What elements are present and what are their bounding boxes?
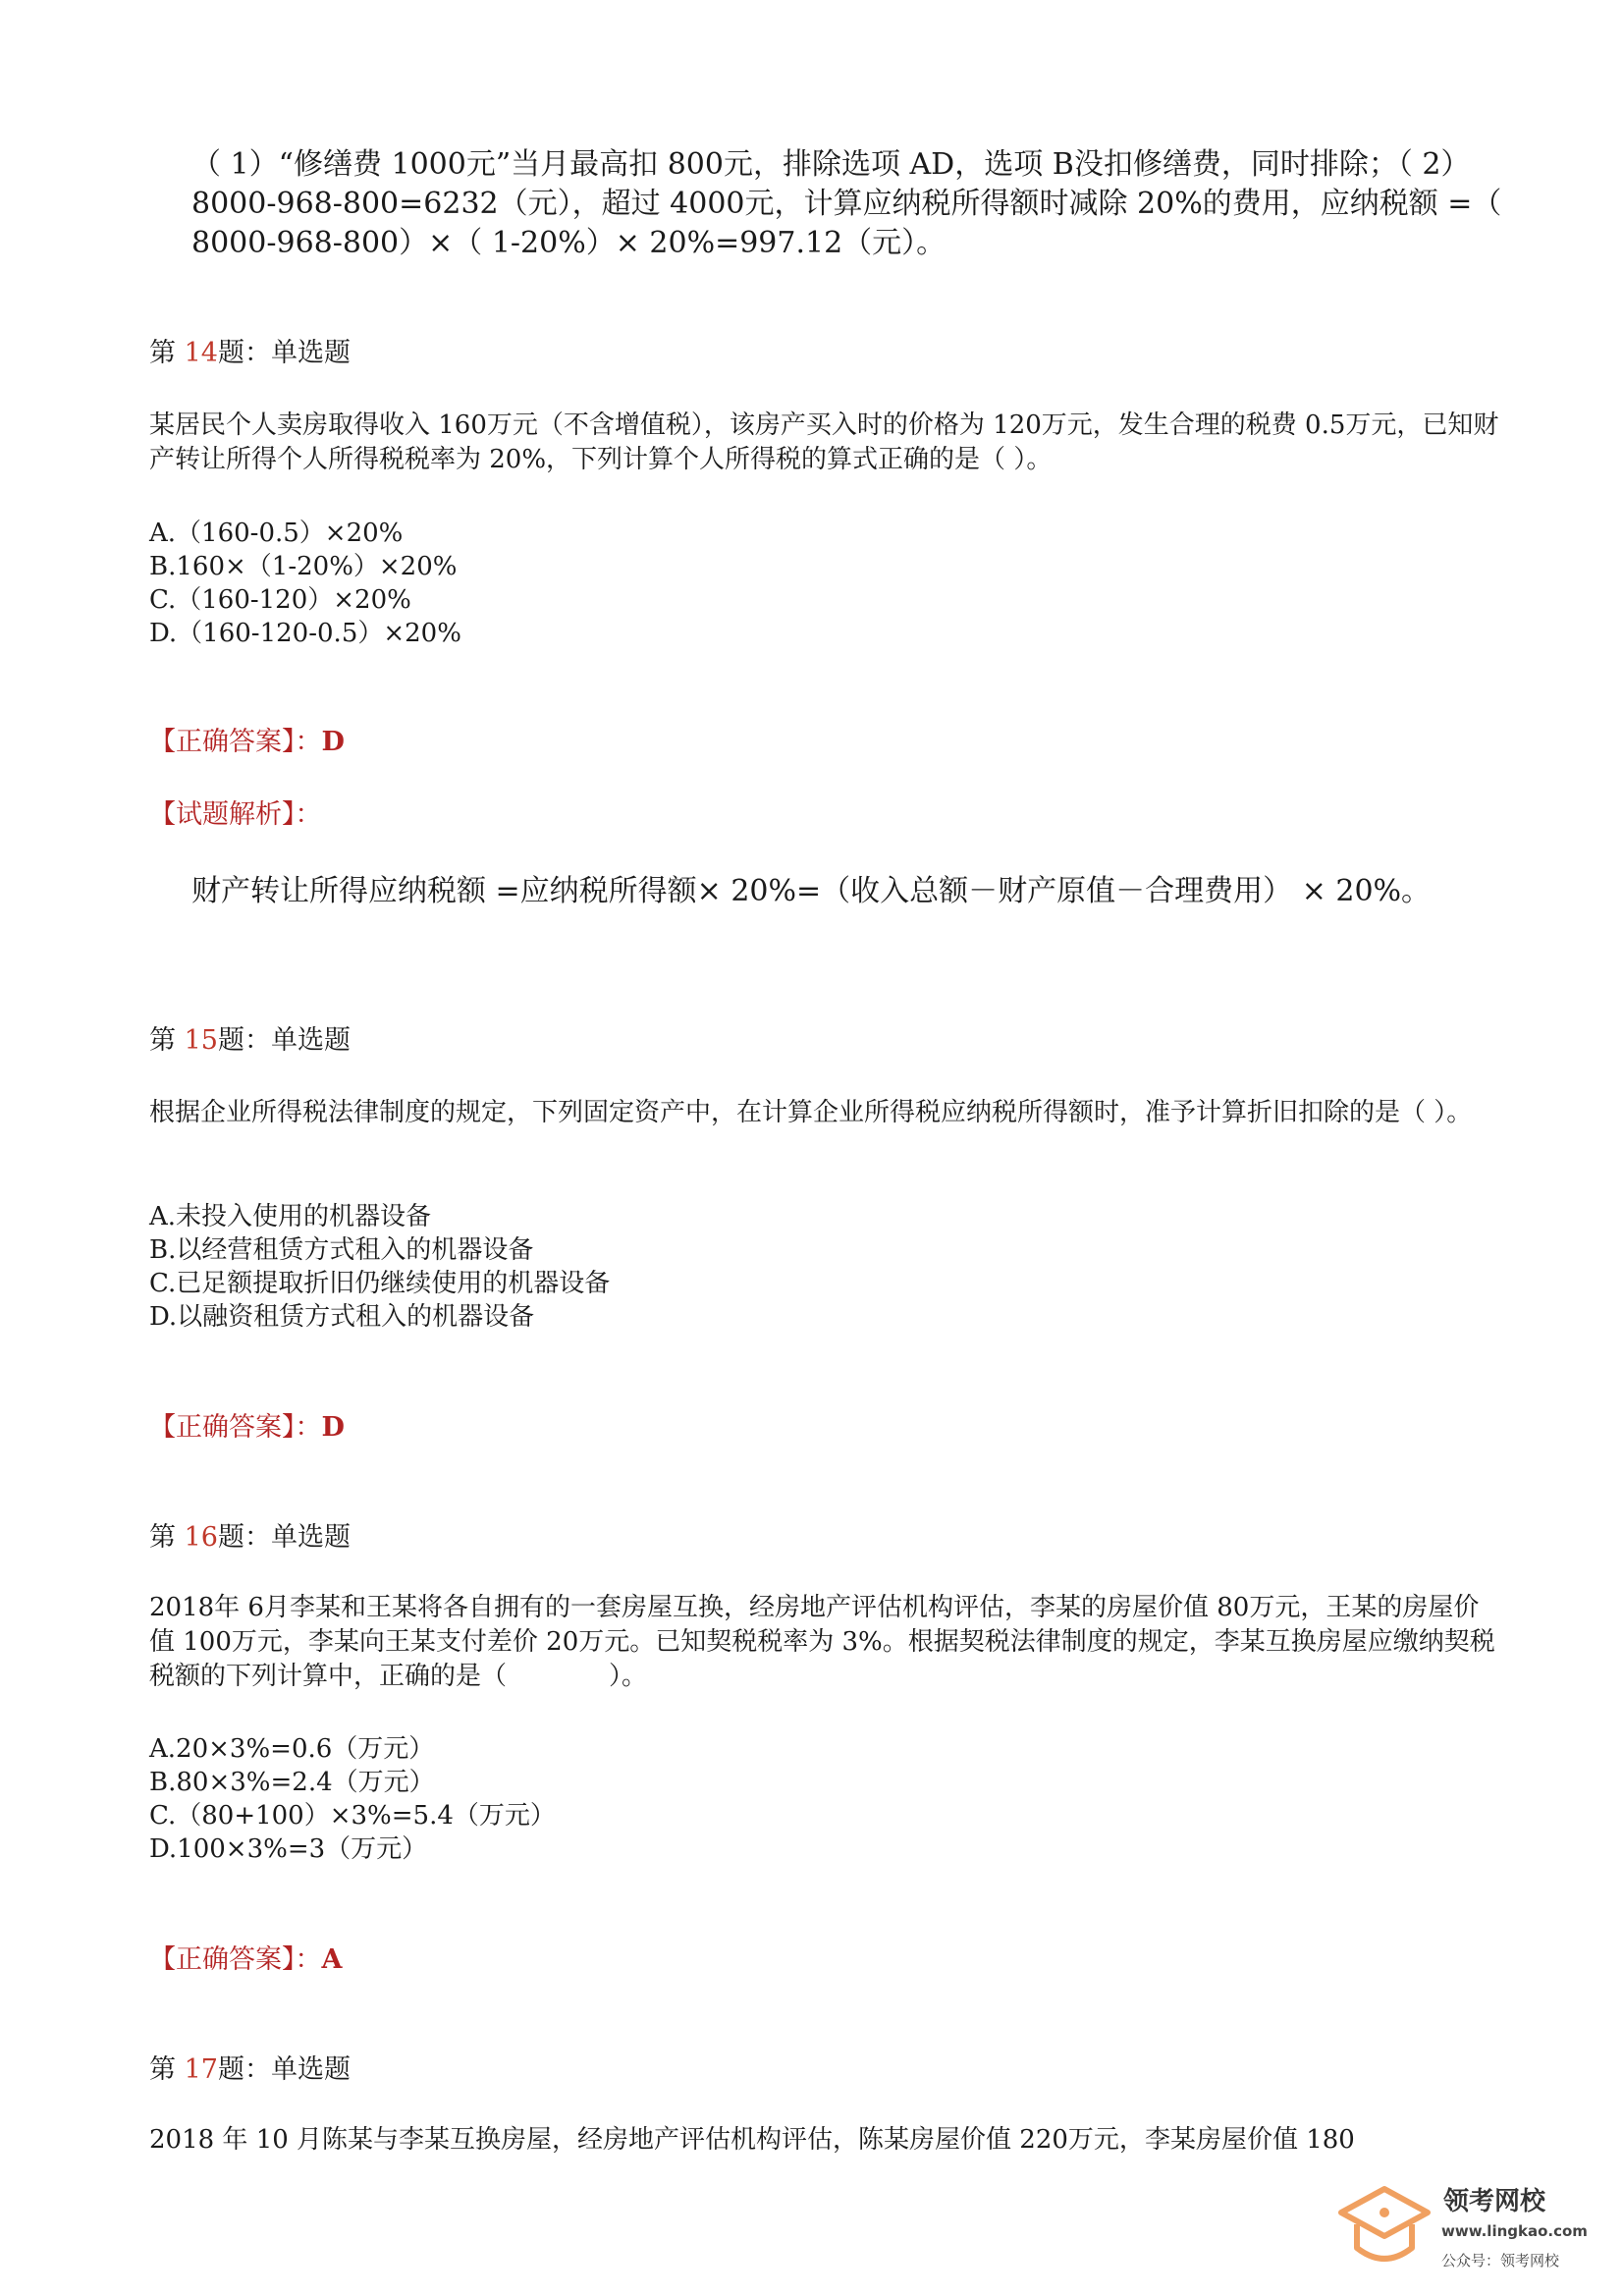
q16-option-d: D.100×3%=3（万元） [149,1834,428,1864]
q16-answer-label: 【正确答案】： [149,1944,322,1975]
q15-prefix: 第 [149,1025,176,1056]
q13-explanation: （ 1）“修缮费 1000元”当月最高扣 800元，排除选项 AD，选项 B没扣修缮费，同时排除；（ 2） 8000-968-800=6232（元），超过 4000元，计算应纳税所得额时减除 20%的费用，应纳税额 =（ 8000-968-800）×（ 1-20%）× 20%=997.12（元）。 [191,147,1502,260]
q15-option-b: B.以经营租赁方式租入的机器设备 [149,1235,534,1265]
q15-option-d: D.以融资租赁方式租入的机器设备 [149,1302,535,1332]
q15-options [149,1200,1504,1334]
q15-answer-label: 【正确答案】： [149,1412,322,1443]
q17-suffix: 题：单选题 [217,2054,351,2085]
q15-answer [149,1410,1504,1446]
q14-prefix: 第 [149,338,176,368]
logo-url: www.lingkao.com [1441,2222,1588,2240]
lingkao-logo [1337,2175,1593,2283]
q16-prefix: 第 [149,1522,176,1553]
q14-option-a: A.（160-0.5）×20% [149,519,404,548]
q16-suffix: 题：单选题 [217,1522,351,1553]
q16-option-b: B.80×3%=2.4（万元） [149,1768,435,1797]
q14-option-c: C.（160-120）×20% [149,585,411,615]
q17-stem: 2018 年 10 月陈某与李某互换房屋，经房地产评估机构评估，陈某房屋价值 220万元，李某房屋价值 180 [149,2125,1355,2155]
q15-option-c: C.已足额提取折旧仍继续使用的机器设备 [149,1269,611,1298]
q14-option-d: D.（160-120-0.5）×20% [149,619,461,648]
q14-answer-label: 【正确答案】： [149,727,322,757]
q16-option-a: A.20×3%=0.6（万元） [149,1734,435,1764]
q15-stem: 根据企业所得税法律制度的规定，下列固定资产中，在计算企业所得税应纳税所得额时，准予计算折旧扣除的是（ ）。 [149,1098,1473,1127]
q15-option-a: A.未投入使用的机器设备 [149,1202,432,1231]
q14-header [149,336,1504,371]
q14-number: 14 [184,338,218,368]
q15-header [149,1023,1504,1059]
q14-options [149,517,1504,650]
q14-analysis: 财产转让所得应纳税额 =应纳税所得额× 20%=（收入总额－财产原值－合理费用） × 20%。 [191,874,1432,908]
q16-header [149,1520,1504,1556]
graduation-cap-icon [1337,2183,1432,2273]
logo-name: 领考网校 [1443,2187,1546,2216]
q15-answer-value: D [321,1412,345,1443]
q16-stem: 2018年 6月李某和王某将各自拥有的一套房屋互换，经房地产评估机构评估，李某的房屋价值 80万元，王某的房屋价值 100万元，李某向王某支付差价 20万元。已知契税税率为 3%。根据契税法律制度的规定，李某互换房屋应缴纳契税税额的下列计算中，正确的是（ ）。 [149,1593,1495,1691]
q15-suffix: 题：单选题 [217,1025,351,1056]
logo-wechat: 公众号：领考网校 [1441,2252,1560,2269]
q17-number: 17 [184,2054,218,2085]
q16-number: 16 [184,1522,218,1553]
q16-answer-value: A [321,1944,343,1975]
q14-option-b: B.160×（1-20%）×20% [149,552,458,581]
q14-analysis-label: 【试题解析】： [149,799,322,830]
q16-options [149,1732,1504,1866]
q15-number: 15 [184,1025,218,1056]
q14-stem: 某居民个人卖房取得收入 160万元（不含增值税），该房产买入时的价格为 120万元，发生合理的税费 0.5万元，已知财产转让所得个人所得税税率为 20%，下列计算个人所得税的算式正确的是（ ）。 [149,410,1499,474]
q17-header [149,2052,1504,2088]
q14-suffix: 题：单选题 [217,338,351,368]
q14-answer [149,725,1504,760]
q16-answer [149,1942,1504,1978]
q14-answer-value: D [321,727,345,757]
q16-option-c: C.（80+100）×3%=5.4（万元） [149,1801,556,1831]
q17-prefix: 第 [149,2054,176,2085]
